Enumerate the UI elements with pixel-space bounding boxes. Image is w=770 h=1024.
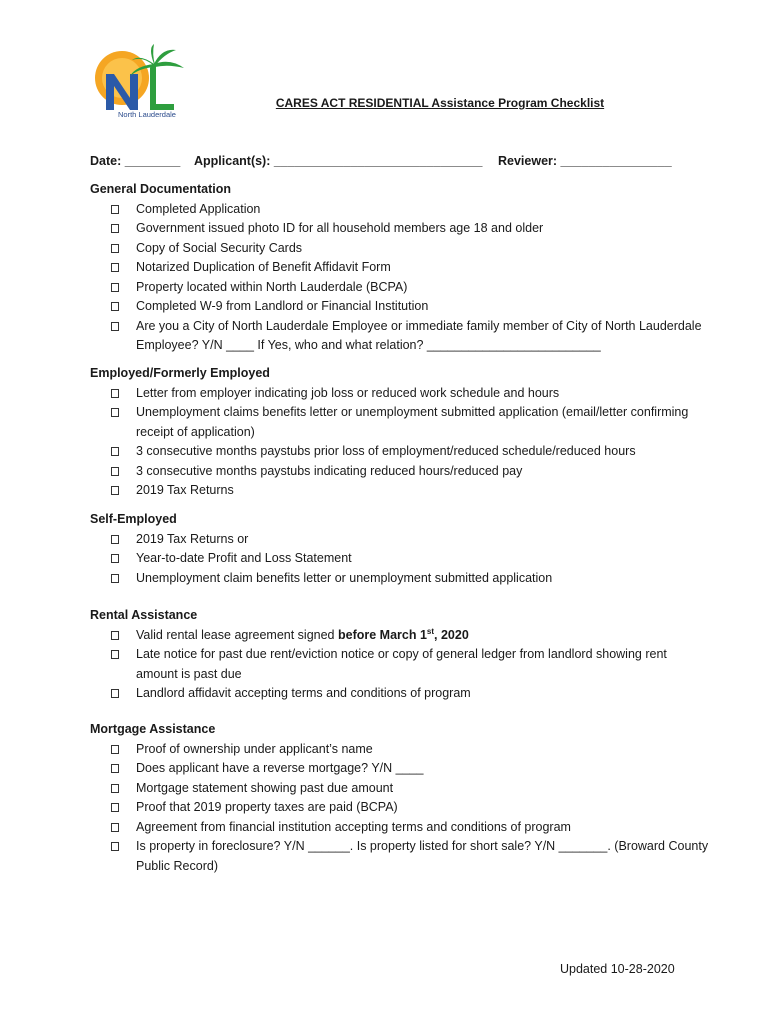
section-title: Mortgage Assistance <box>90 722 216 736</box>
checklist-item: Copy of Social Security Cards <box>90 239 690 259</box>
checklist-item: Landlord affidavit accepting terms and conditions of program <box>90 684 690 704</box>
checklist-item: Property located within North Lauderdale (BCPA) <box>90 278 690 298</box>
checkbox-icon[interactable] <box>111 689 119 698</box>
checkbox-icon[interactable] <box>111 263 119 272</box>
checklist-item: Completed W-9 from Landlord or Financial Institution <box>90 297 690 317</box>
checklist-item: Completed Application <box>90 200 690 220</box>
checklist-item: 2019 Tax Returns <box>90 481 690 501</box>
logo-caption: North Lauderdale <box>118 110 176 119</box>
section-title: Rental Assistance <box>90 608 198 622</box>
checklist-item: Year-to-date Profit and Loss Statement <box>90 549 690 569</box>
checklist-item: Unemployment claim benefits letter or unemployment submitted application <box>90 569 690 589</box>
checkbox-icon[interactable] <box>111 467 119 476</box>
checklist-item: Notarized Duplication of Benefit Affidavit Form <box>90 258 690 278</box>
checklist-item: Unemployment claims benefits letter or unemployment submitted application (email/letter confirming receipt of application) <box>90 403 711 442</box>
section-employed <box>90 364 690 501</box>
checkbox-icon[interactable] <box>111 322 119 331</box>
document-title: CARES ACT RESIDENTIAL Assistance Program Checklist <box>275 96 605 110</box>
checkbox-icon[interactable] <box>111 823 119 832</box>
applicants-field: Applicant(s): ______________________________ <box>194 154 483 168</box>
checkbox-icon[interactable] <box>111 302 119 311</box>
section-general-documentation <box>90 180 702 356</box>
section-rental-assistance <box>90 606 690 704</box>
updated-date: Updated 10-28-2020 <box>560 962 675 976</box>
checklist-item: Letter from employer indicating job loss or reduced work schedule and hours <box>90 384 690 404</box>
checklist-item: Mortgage statement showing past due amount <box>90 779 690 799</box>
section-title: Employed/Formerly Employed <box>90 366 270 380</box>
checklist-item: Late notice for past due rent/eviction notice or copy of general ledger from landlord showing rent amount is past due <box>90 645 711 684</box>
checklist-item: 2019 Tax Returns or <box>90 530 690 550</box>
checkbox-icon[interactable] <box>111 408 119 417</box>
checkbox-icon[interactable] <box>111 486 119 495</box>
checkbox-icon[interactable] <box>111 224 119 233</box>
checkbox-icon[interactable] <box>111 574 119 583</box>
checkbox-icon[interactable] <box>111 554 119 563</box>
checklist-item: 3 consecutive months paystubs prior loss of employment/reduced schedule/reduced hours <box>90 442 690 462</box>
checkbox-icon[interactable] <box>111 745 119 754</box>
checkbox-icon[interactable] <box>111 447 119 456</box>
reviewer-field: Reviewer: ________________ <box>498 154 672 168</box>
checkbox-icon[interactable] <box>111 205 119 214</box>
checklist-item: Proof of ownership under applicant’s name <box>90 740 690 760</box>
checklist-item: Are you a City of North Lauderdale Employee or immediate family member of City of North Lauderdale Employee? Y/N ____ If Yes, who and what relation? _________________________ <box>90 317 711 356</box>
checklist-item: Valid rental lease agreement signed before March 1st, 2020 <box>90 626 690 646</box>
section-title: Self-Employed <box>90 512 177 526</box>
date-field: Date: ________ <box>90 154 181 168</box>
checkbox-icon[interactable] <box>111 244 119 253</box>
checkbox-icon[interactable] <box>111 535 119 544</box>
checklist-item: Proof that 2019 property taxes are paid (BCPA) <box>90 798 690 818</box>
checkbox-icon[interactable] <box>111 650 119 659</box>
checkbox-icon[interactable] <box>111 803 119 812</box>
checkbox-icon[interactable] <box>111 784 119 793</box>
checkbox-icon[interactable] <box>111 631 119 640</box>
checklist-item: Agreement from financial institution accepting terms and conditions of program <box>90 818 690 838</box>
checkbox-icon[interactable] <box>111 389 119 398</box>
section-mortgage-assistance <box>90 720 709 876</box>
checklist-item: Does applicant have a reverse mortgage? Y/N ____ <box>90 759 690 779</box>
checkbox-icon[interactable] <box>111 842 119 851</box>
checkbox-icon[interactable] <box>111 764 119 773</box>
checklist-item: Is property in foreclosure? Y/N ______. Is property listed for short sale? Y/N _______. (Broward County Public Record) <box>90 837 711 876</box>
checklist-item: 3 consecutive months paystubs indicating reduced hours/reduced pay <box>90 462 690 482</box>
section-self-employed <box>90 510 690 588</box>
checklist-item: Government issued photo ID for all household members age 18 and older <box>90 219 690 239</box>
section-title: General Documentation <box>90 182 231 196</box>
checkbox-icon[interactable] <box>111 283 119 292</box>
